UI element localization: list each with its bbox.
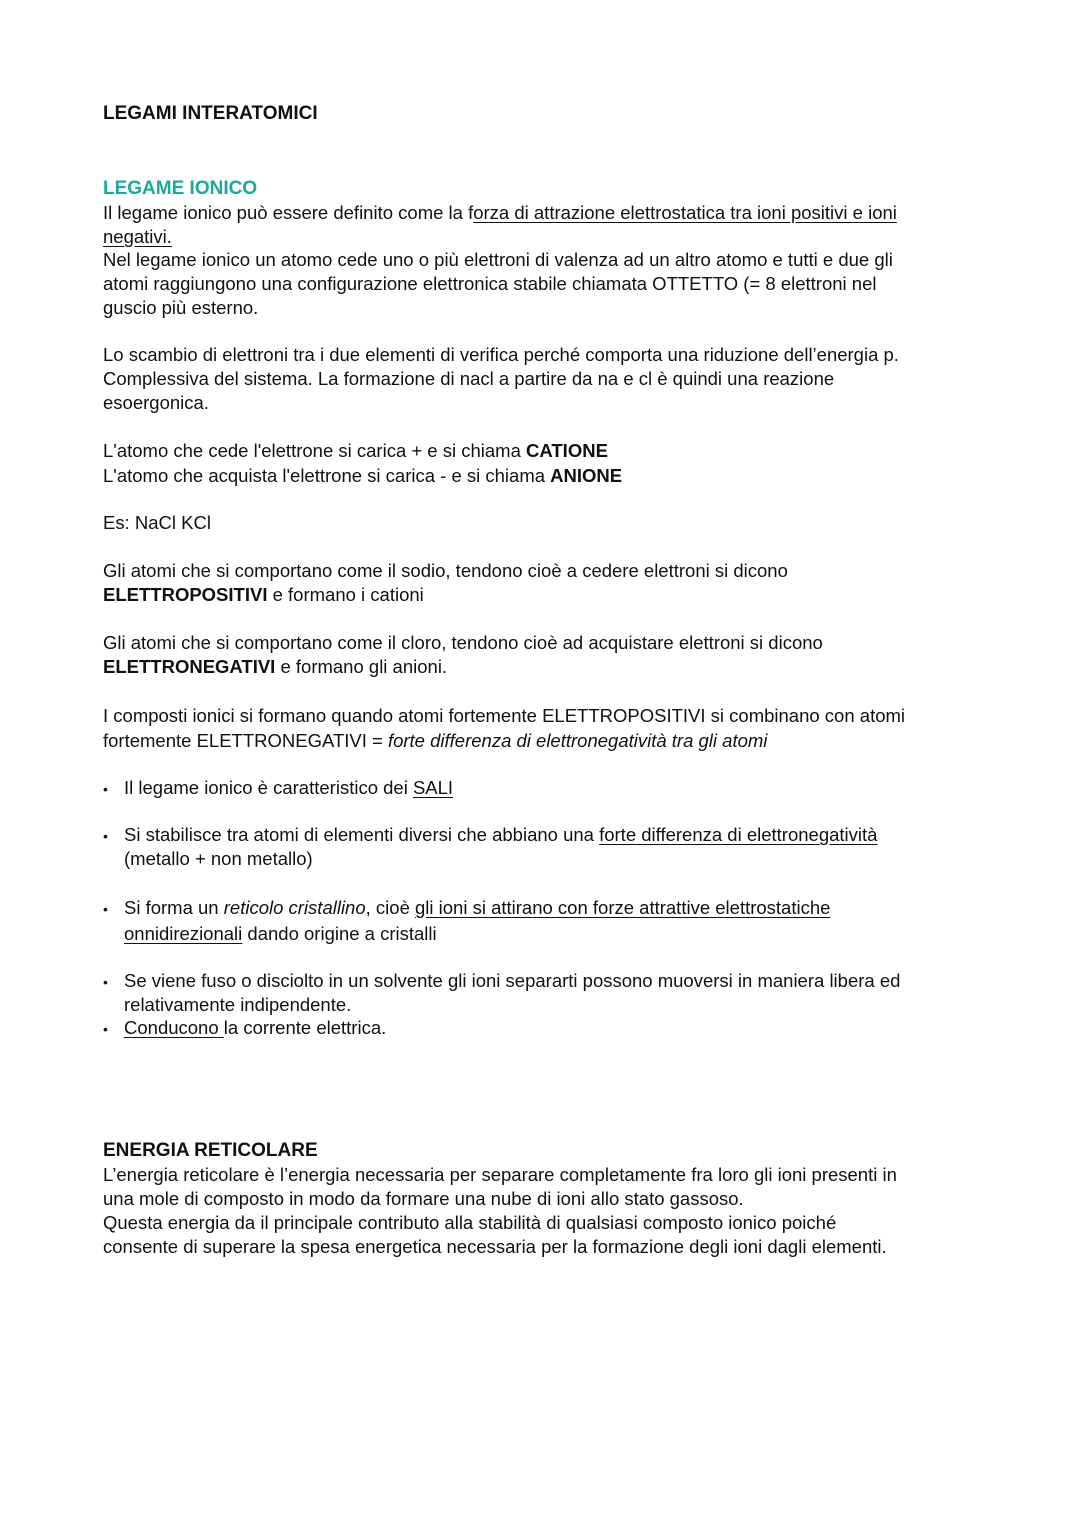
electronegative-line-2: ELETTRONEGATIVI e formano gli anioni.: [103, 656, 448, 677]
paragraph-exchange-line-3: esoergonica.: [103, 392, 209, 413]
electronegative-line-1: Gli atomi che si comportano come il cloro, tendono cioè ad acquistare elettroni si dicono: [103, 632, 823, 653]
bullet-marker: •: [103, 1021, 108, 1037]
paragraph-definition-line-2: negativi.: [103, 226, 172, 247]
electropositive-line-2: ELETTROPOSITIVI e formano i cationi: [103, 584, 424, 605]
cation-line: L'atomo che cede l'elettrone si carica + e si chiama CATIONE: [103, 440, 608, 461]
bullet-conducono: Conducono la corrente elettrica.: [124, 1017, 387, 1038]
bullet-marker: •: [103, 828, 108, 844]
document-title: LEGAMI INTERATOMICI: [103, 103, 318, 124]
bullet-fuso-line-2: relativamente indipendente.: [124, 994, 352, 1015]
bullet-marker: •: [103, 974, 108, 990]
bullet-differenza-line-1: Si stabilisce tra atomi di elementi diversi che abbiano una forte differenza di elettronegatività: [124, 824, 878, 845]
paragraph-definition-line-1: Il legame ionico può essere definito come la forza di attrazione elettrostatica tra ioni positivi e ioni: [103, 202, 897, 223]
bullet-reticolo-line-1: Si forma un reticolo cristallino, cioè gli ioni si attirano con forze attrattive elettrostatiche: [124, 897, 831, 918]
lattice-line-1: L’energia reticolare è l’energia necessaria per separare completamente fra loro gli ioni presenti in: [103, 1164, 897, 1185]
electropositive-line-1: Gli atomi che si comportano come il sodio, tendono cioè a cedere elettroni si dicono: [103, 560, 788, 581]
section-heading-ionic: LEGAME IONICO: [103, 178, 258, 199]
example-line: Es: NaCl KCl: [103, 512, 211, 533]
bullet-marker: •: [103, 781, 108, 797]
paragraph-ottetto-line-1: Nel legame ionico un atomo cede uno o più elettroni di valenza ad un altro atomo e tutti e due gli: [103, 249, 893, 270]
compounds-line-1: I composti ionici si formano quando atomi fortemente ELETTROPOSITIVI si combinano con atomi: [103, 705, 906, 726]
section-heading-lattice: ENERGIA RETICOLARE: [103, 1140, 318, 1161]
paragraph-ottetto-line-3: guscio più esterno.: [103, 297, 259, 318]
bullet-differenza-line-2: (metallo + non metallo): [124, 848, 313, 869]
compounds-line-2: fortemente ELETTRONEGATIVI = forte differenza di elettronegatività tra gli atomi: [103, 730, 768, 751]
lattice-line-2: una mole di composto in modo da formare una nube di ioni allo stato gassoso.: [103, 1188, 744, 1209]
paragraph-exchange-line-2: Complessiva del sistema. La formazione di nacl a partire da na e cl è quindi una reazione: [103, 368, 835, 389]
bullet-sali: Il legame ionico è caratteristico dei SALI: [124, 777, 454, 798]
bullet-fuso-line-1: Se viene fuso o disciolto in un solvente gli ioni separarti possono muoversi in maniera libera ed: [124, 970, 901, 991]
paragraph-ottetto-line-2: atomi raggiungono una configurazione elettronica stabile chiamata OTTETTO (= 8 elettroni nel: [103, 273, 877, 294]
anion-line: L'atomo che acquista l'elettrone si carica - e si chiama ANIONE: [103, 465, 623, 486]
bullet-marker: •: [103, 901, 108, 917]
lattice-line-4: consente di superare la spesa energetica necessaria per la formazione degli ioni dagli elementi.: [103, 1236, 887, 1257]
lattice-line-3: Questa energia da il principale contributo alla stabilità di qualsiasi composto ionico poiché: [103, 1212, 837, 1233]
paragraph-exchange-line-1: Lo scambio di elettroni tra i due elementi di verifica perché comporta una riduzione dell’energia p.: [103, 344, 899, 365]
bullet-reticolo-line-2: onnidirezionali dando origine a cristalli: [124, 923, 437, 944]
